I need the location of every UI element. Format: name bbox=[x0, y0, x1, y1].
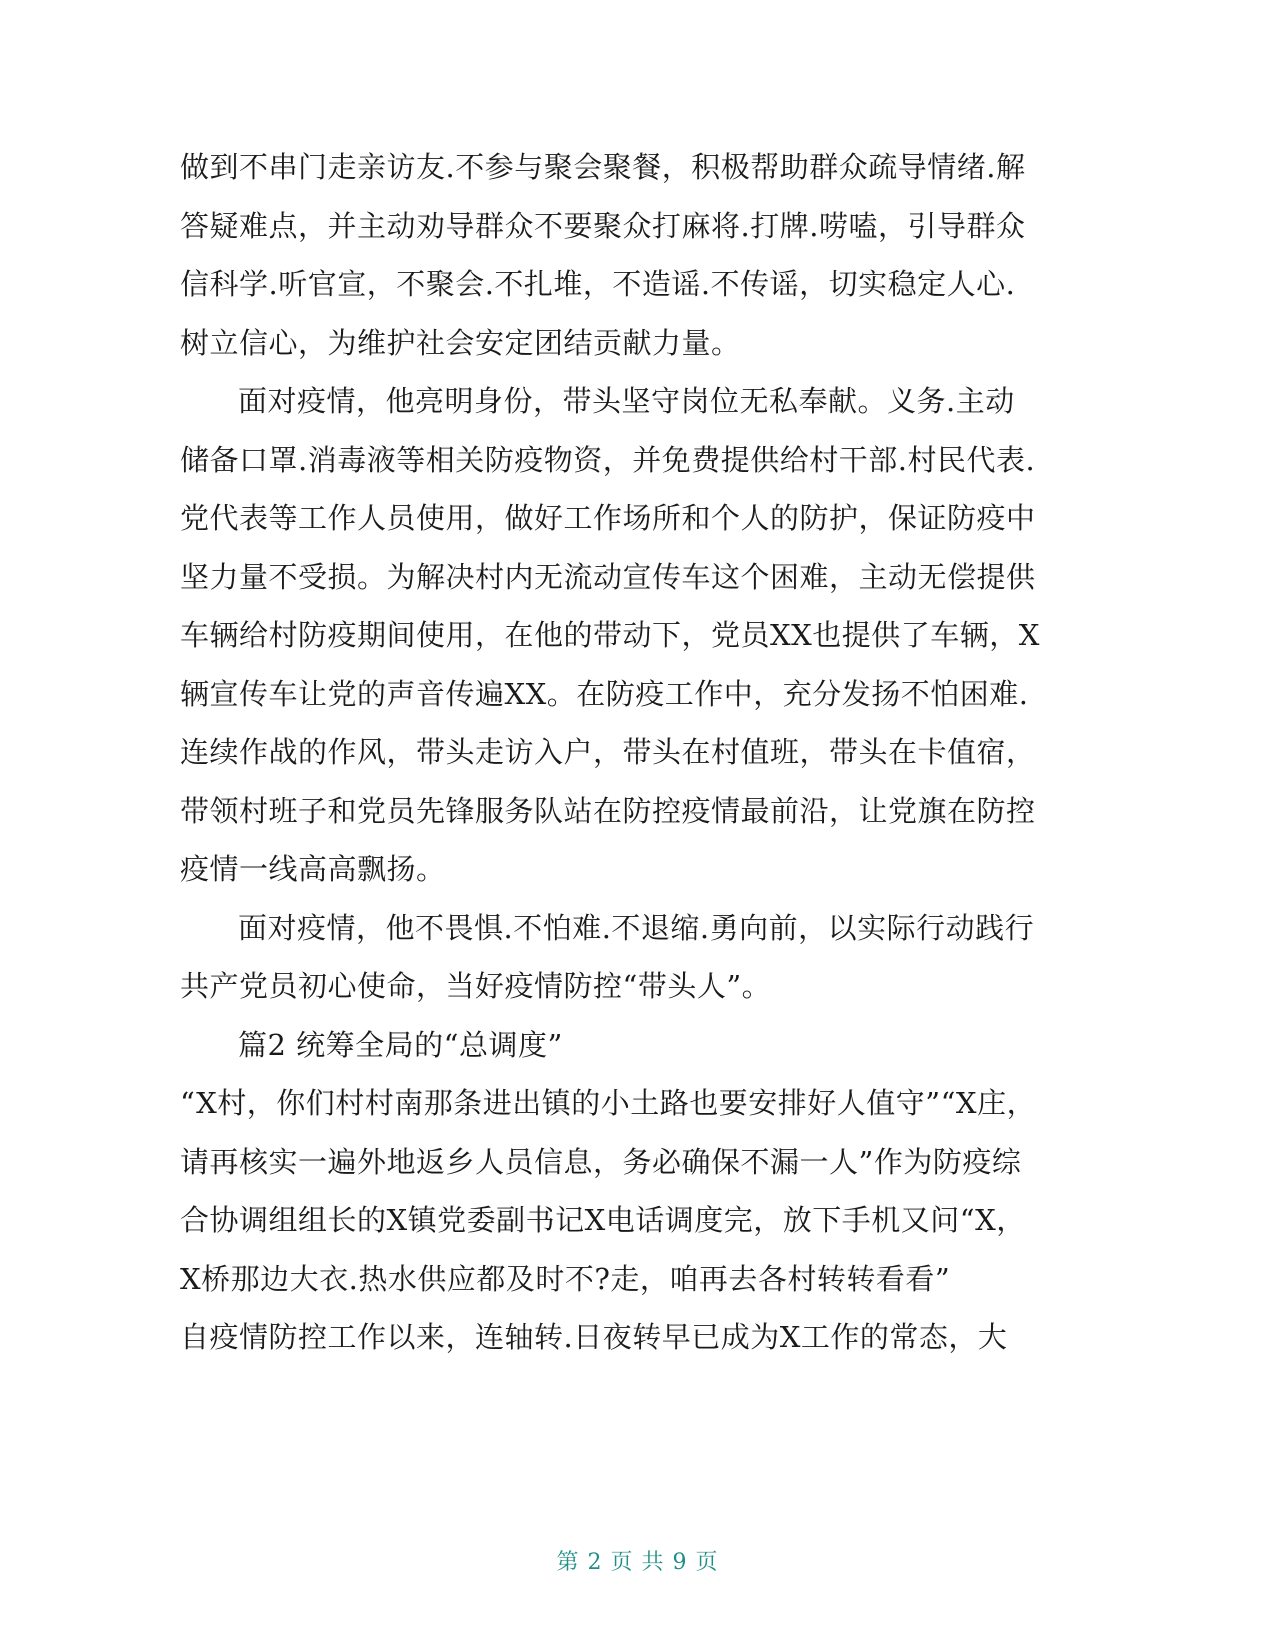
paragraph-2: 面对疫情，他亮明身份，带头坚守岗位无私奉献。义务.主动储备口罩.消毒液等相关防疫物资，并免费提供给村干部.村民代表.党代表等工作人员使用，做好工作场所和个人的防护，保证防疫中坚力量不受损。为解决村内无流动宣传车这个困难，主动无偿提供车辆给村防疫期间使用，在他的带动下，党员XX也提供了车辆，X辆宣传车让党的声音传遍XX。在防疫工作中，充分发扬不怕困难.连续作战的作风，带头走访入户，带头在村值班，带头在卡值宿，带领村班子和党员先锋服务队站在防控疫情最前沿，让党旗在防控疫情一线高高飘扬。 bbox=[180, 384, 1040, 886]
footer-total-pages: 9 bbox=[672, 1550, 688, 1575]
section-heading: 篇2 统筹全局的“总调度” bbox=[238, 1027, 563, 1062]
paragraph-4: “X村，你们村村南那条进出镇的小土路也要安排好人值守”“X庄，请再核实一遍外地返乡人员信息，务必确保不漏一人”作为防疫综合协调组组长的X镇党委副书记X电话调度完，放下手机又问“X，X桥那边大衣.热水供应都及时不?走，咱再去各村转转看看” bbox=[180, 1086, 1037, 1296]
footer-di: 第 bbox=[556, 1550, 580, 1575]
footer-gong: 共 bbox=[641, 1550, 665, 1575]
footer-ye2: 页 bbox=[695, 1550, 719, 1575]
footer-ye: 页 bbox=[610, 1550, 634, 1575]
paragraph-5: 自疫情防控工作以来，连轴转.日夜转早已成为X工作的常态，大 bbox=[180, 1320, 1008, 1354]
paragraph-1: 做到不串门走亲访友.不参与聚会聚餐，积极帮助群众疏导情绪.解答疑难点，并主动劝导群众不要聚众打麻将.打牌.唠嗑，引导群众信科学.听官宣，不聚会.不扎堆，不造谣.不传谣，切实稳定人心.树立信心，为维护社会安定团结贡献力量。 bbox=[180, 150, 1026, 360]
footer-page-number: 2 bbox=[587, 1550, 603, 1575]
document-body bbox=[180, 138, 1040, 1367]
paragraph-3: 面对疫情，他不畏惧.不怕难.不退缩.勇向前，以实际行动践行共产党员初心使命，当好疫情防控“带头人”。 bbox=[180, 910, 1035, 1003]
page-footer bbox=[0, 1545, 1275, 1576]
